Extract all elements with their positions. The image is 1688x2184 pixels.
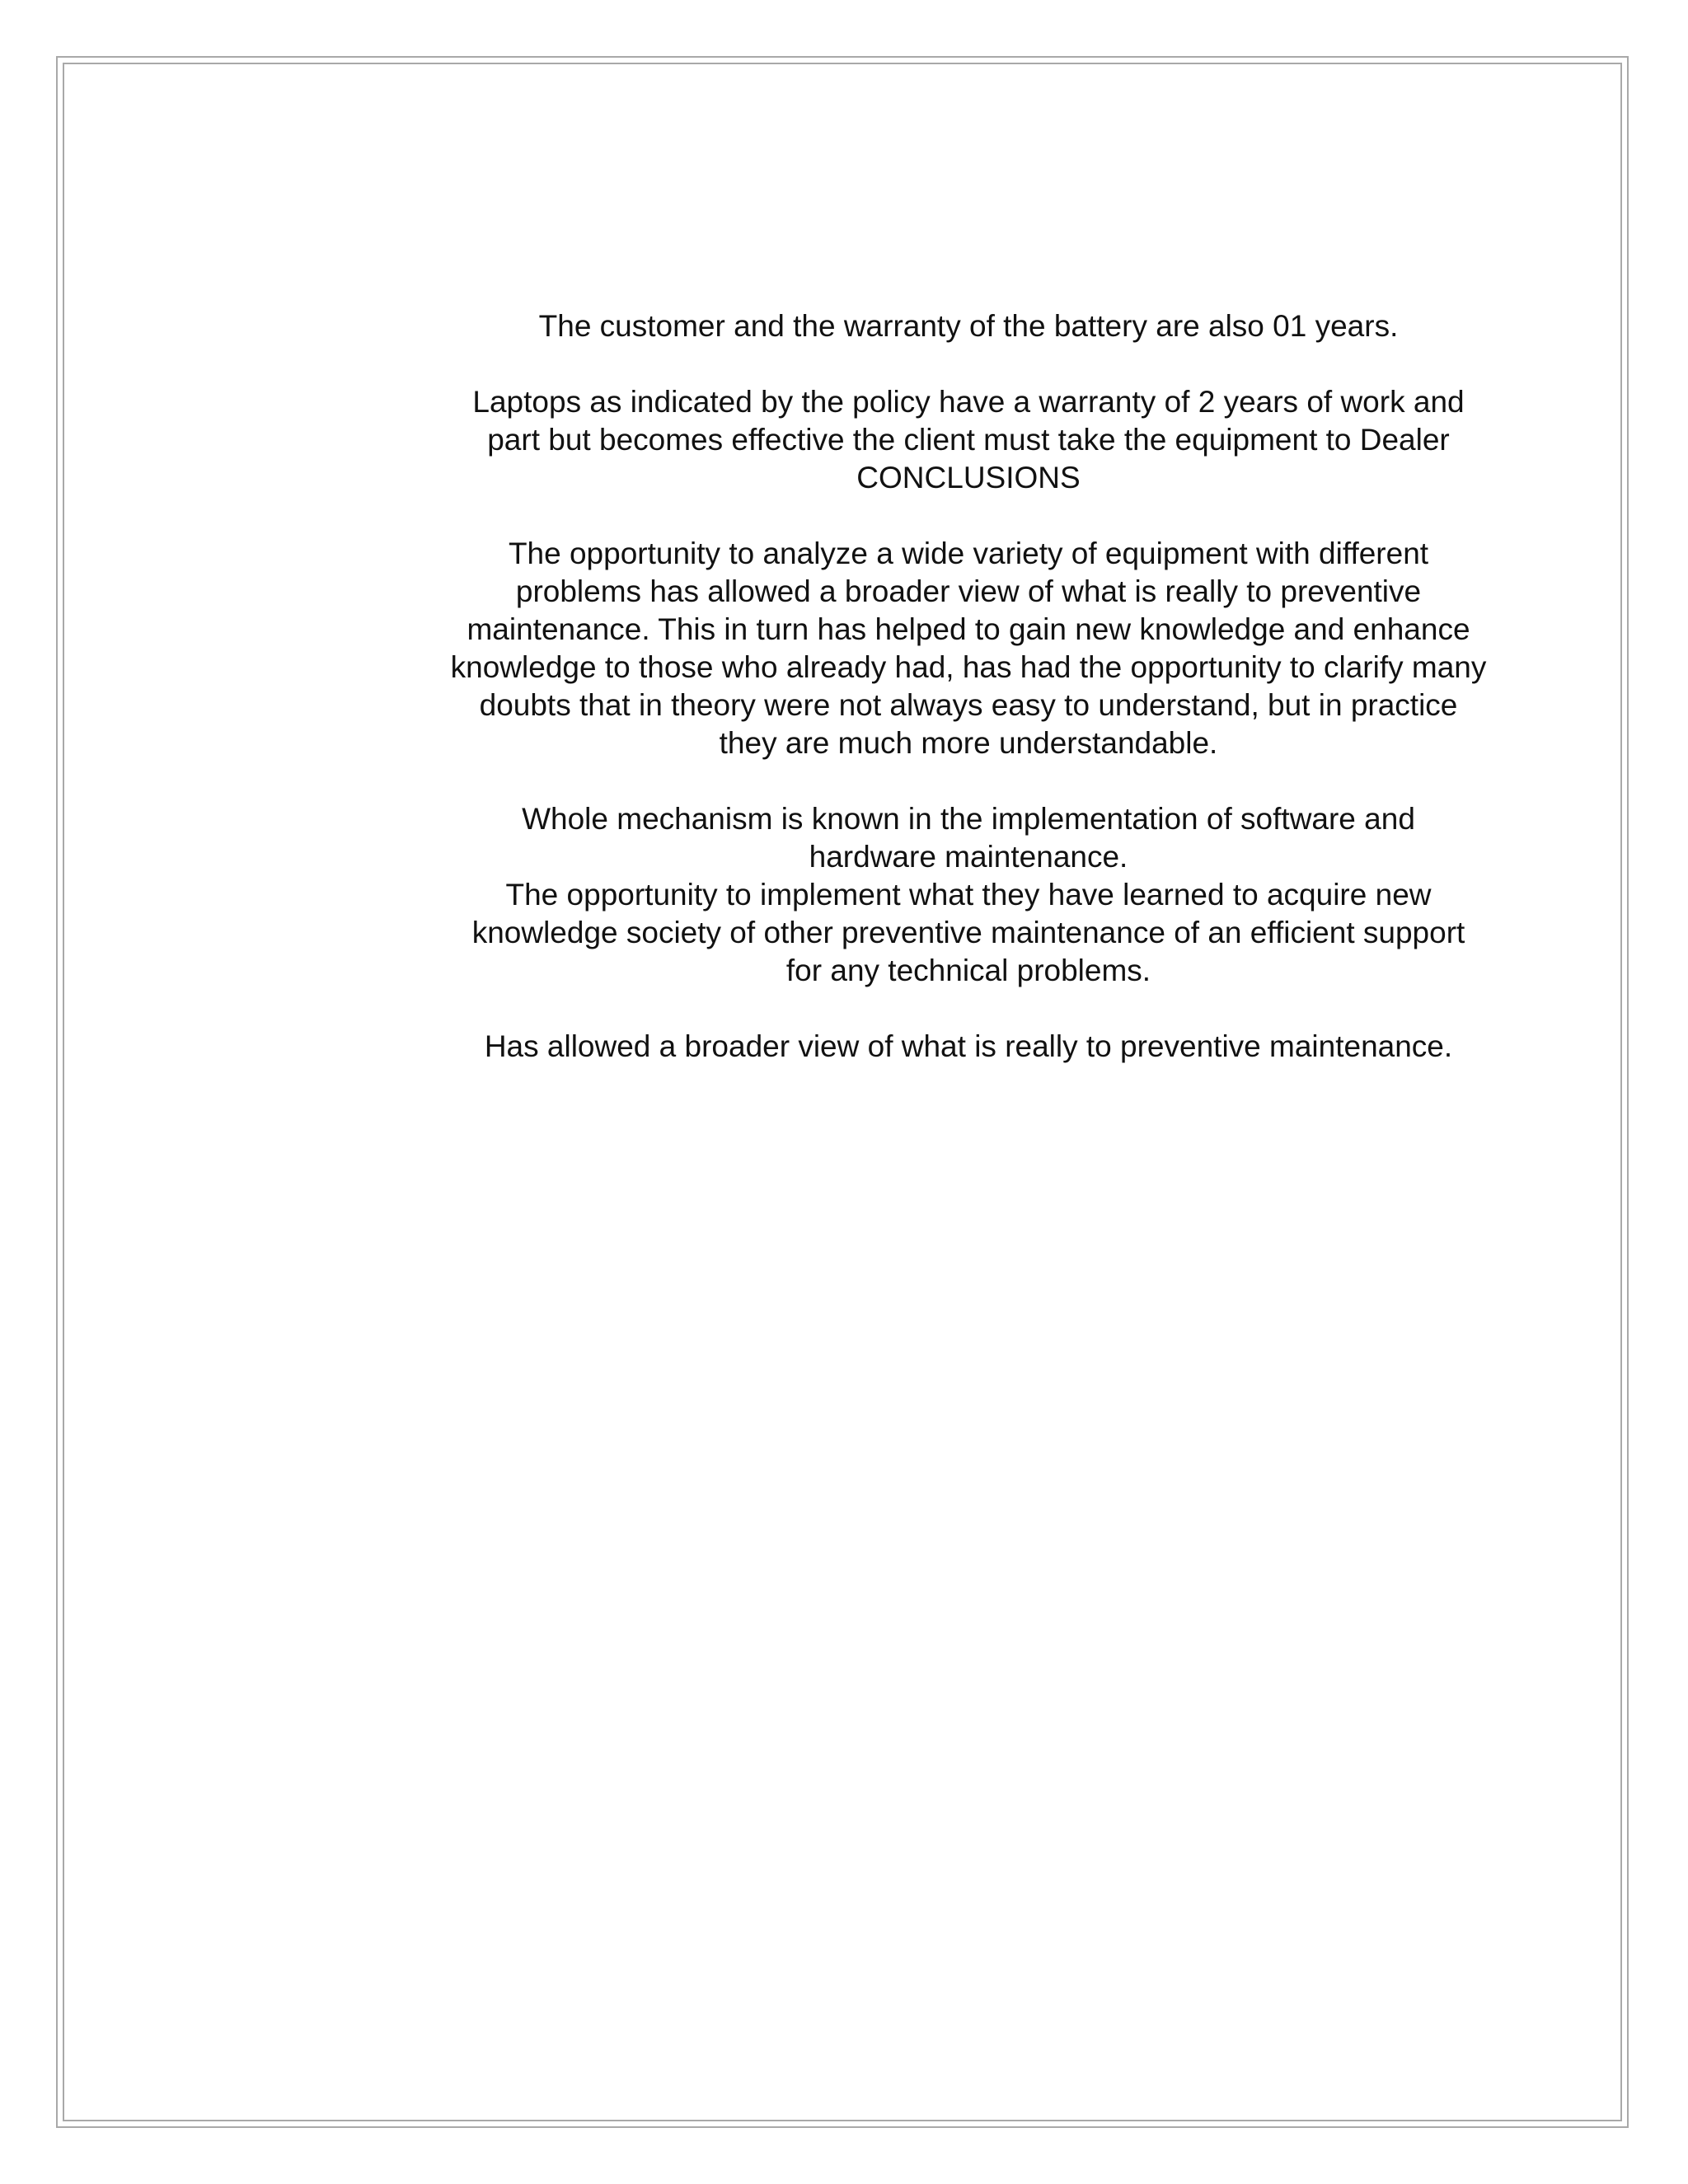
paragraph-line: Whole mechanism is known in the implementation of software and bbox=[522, 802, 1415, 836]
paragraph-line: knowledge to those who already had, has had the opportunity to clarify many bbox=[450, 650, 1487, 684]
paragraph-line: they are much more understandable. bbox=[719, 726, 1218, 760]
paragraph-line: part but becomes effective the client must take the equipment to Dealer bbox=[487, 423, 1450, 457]
paragraph-line: The opportunity to analyze a wide variety of equipment with different bbox=[508, 537, 1429, 570]
paragraph-line: Laptops as indicated by the policy have a warranty of 2 years of work and bbox=[472, 385, 1465, 419]
paragraph-line: Has allowed a broader view of what is really to preventive maintenance. bbox=[484, 1029, 1453, 1063]
section-heading-conclusions: CONCLUSIONS bbox=[856, 461, 1081, 494]
paragraph-gap bbox=[387, 345, 1550, 383]
document-body bbox=[387, 307, 1550, 1066]
paragraph-gap bbox=[387, 497, 1550, 535]
paragraph-line: The opportunity to implement what they have learned to acquire new bbox=[505, 878, 1432, 912]
paragraph-line: hardware maintenance. bbox=[809, 840, 1128, 874]
paragraph-line: The customer and the warranty of the battery are also 01 years. bbox=[538, 309, 1399, 343]
paragraph-line: for any technical problems. bbox=[785, 954, 1151, 987]
paragraph-line: problems has allowed a broader view of what is really to preventive bbox=[515, 574, 1422, 608]
paragraph-line: knowledge society of other preventive maintenance of an efficient support bbox=[471, 916, 1465, 949]
paragraph-line: doubts that in theory were not always easy to understand, but in practice bbox=[479, 688, 1458, 722]
paragraph-gap bbox=[387, 762, 1550, 800]
paragraph-line: maintenance. This in turn has helped to gain new knowledge and enhance bbox=[467, 612, 1470, 646]
paragraph-gap bbox=[387, 990, 1550, 1028]
